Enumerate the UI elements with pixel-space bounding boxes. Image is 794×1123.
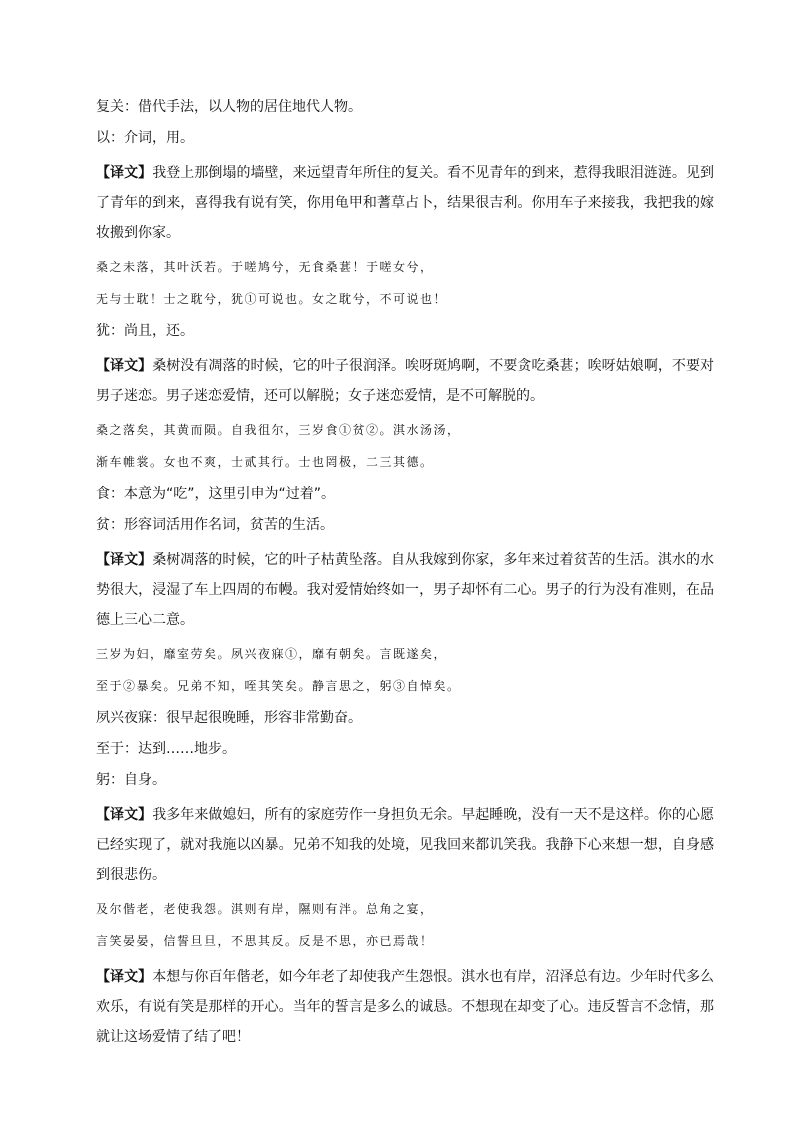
annotation-shi: 食：本意为“吃”，这里引申为“过着”。 [96,486,336,502]
translation-text: 我多年来做媳妇，所有的家庭劳作一身担负无余。早起睡晚，没有一天不是这样。你的心愿已经实现了，就对我施以凶暴。兄弟不知我的处境，见我回来都讥笑我。我静下心来想一想，自身感到很悲伤。 [96,807,714,883]
translation-tag: 【译文】 [96,165,153,181]
translation-tag: 【译文】 [96,807,153,823]
poem-line: 桑之未落，其叶沃若。于嗟鸠兮，无食桑葚！于嗟女兮， [96,260,434,274]
poem-line: 及尔偕老，老使我怨。淇则有岸，隰则有泮。总角之宴， [96,902,434,916]
translation-text: 桑树凋落的时候，它的叶子枯黄坠落。自从我嫁到你家，多年来过着贫苦的生活。淇水的水势很大，浸湿了车上四周的布幔。我对爱情始终如一，男子却怀有二心。男子的行为没有准则，在品德上三心二意。 [96,552,714,628]
translation-tag: 【译文】 [96,552,153,568]
poem-line: 至于②暴矣。兄弟不知，咥其笑矣。静言思之，躬③自悼矣。 [96,679,461,693]
poem-line: 言笑晏晏，信誓旦旦，不思其反。反是不思，亦已焉哉！ [96,934,434,948]
translation-text: 桑树没有凋落的时候，它的叶子很润泽。唉呀斑鸠啊，不要贪吃桑葚；唉呀姑娘啊，不要对男子迷恋。男子迷恋爱情，还可以解脱；女子迷恋爱情，是不可解脱的。 [96,358,714,404]
document-page [96,96,714,1060]
annotation-you: 犹：尚且，还。 [96,323,194,339]
poem-line: 渐车帷裳。女也不爽，士贰其行。士也罔极，二三其德。 [96,455,434,469]
poem-line: 无与士耽！士之耽兮，犹①可说也。女之耽兮，不可说也！ [96,292,448,306]
annotation-pin: 贫：形容词活用作名词，贫苦的生活。 [96,517,334,533]
poem-line: 桑之落矣，其黄而陨。自我徂尔，三岁食①贫②。淇水汤汤， [96,423,461,437]
translation-text: 我登上那倒塌的墙壁，来远望青年所住的复关。看不见青年的到来，惹得我眼泪涟涟。见到了青年的到来，喜得我有说有笑，你用龟甲和蓍草占卜，结果很吉利。你用车子来接我，我把我的嫁妆搬到你家。 [96,165,714,241]
translation-5 [96,962,714,1052]
annotation-fuguan: 复关：借代手法，以人物的居住地代人物。 [96,99,362,115]
translation-tag: 【译文】 [96,969,153,985]
translation-text: 本想与你百年偕老，如今年老了却使我产生怨恨。淇水也有岸，沼泽总有边。少年时代多么欢乐，有说有笑是那样的开心。当年的誓言是多么的诚恳。不想现在却变了心。违反誓言不念情，那就让这场爱情了结了吧！ [96,969,714,1045]
translation-4 [96,800,714,890]
translation-3 [96,545,714,635]
annotation-suxingyemei: 夙兴夜寐：很早起很晚睡，形容非常勤奋。 [96,710,362,726]
annotation-yi: 以：介词，用。 [96,130,194,146]
annotation-zhiyu: 至于：达到……地步。 [96,741,236,757]
poem-line: 三岁为妇，靡室劳矣。夙兴夜寐①，靡有朝矣。言既遂矣， [96,647,448,661]
translation-1 [96,158,714,248]
translation-2 [96,351,714,411]
translation-tag: 【译文】 [96,358,153,374]
annotation-gong: 躬：自身。 [96,772,166,788]
